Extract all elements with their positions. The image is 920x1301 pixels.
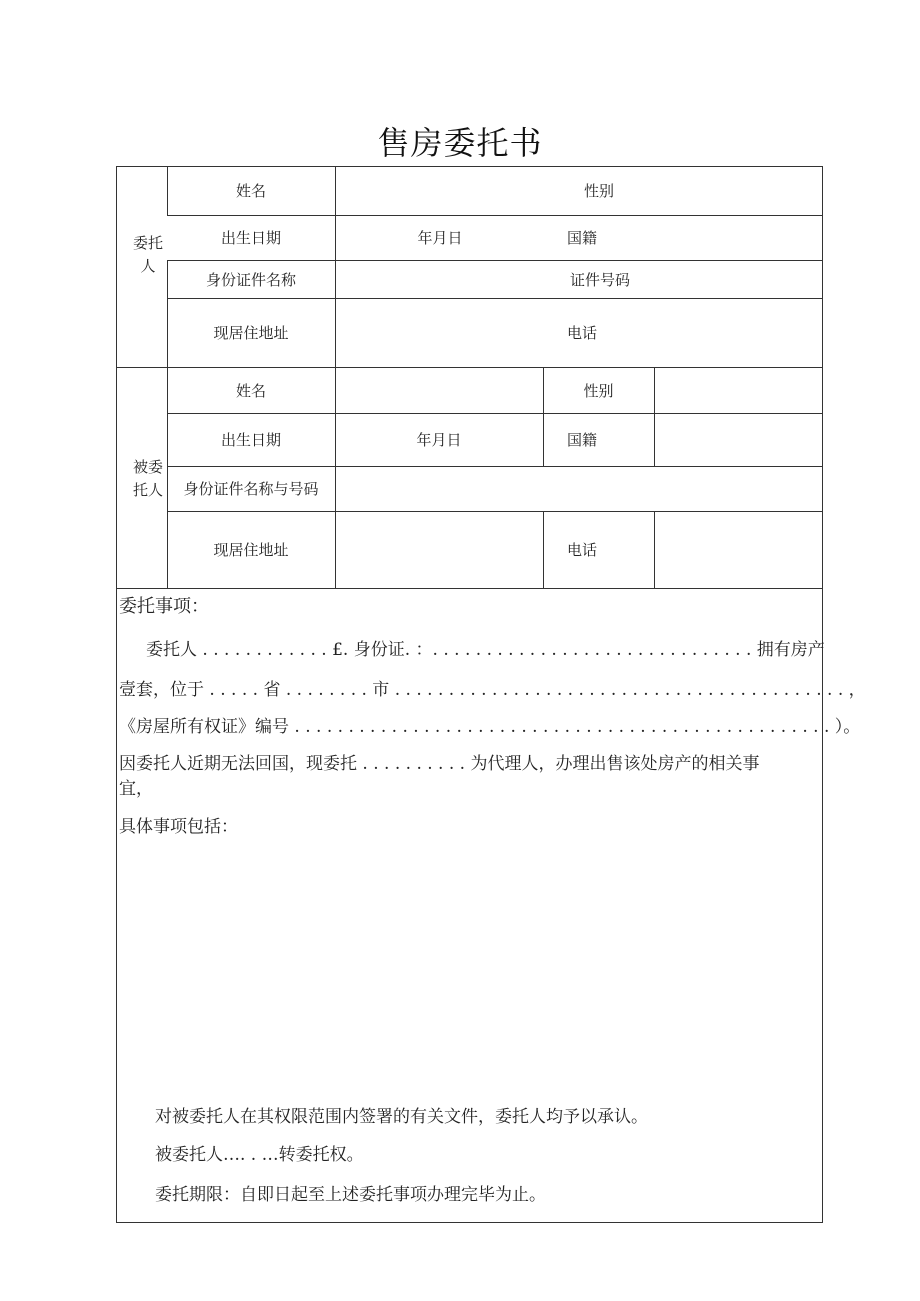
agent-dob-value: 年月日 [416,431,462,449]
matters-heading: 委托事项： [119,596,209,617]
principal-gender-label: 性别 [583,182,614,200]
principal-dob-label: 出生日期 [220,229,281,247]
principal-group-label-line2: 人 [140,257,156,275]
matters-footer-2: 被委托人…. . …转委托权。 [155,1145,364,1165]
principal-dob-value: 年月日 [417,229,463,247]
principal-group-label-line1: 委托 [132,234,163,252]
agent-phone-label: 电话 [566,541,597,559]
principal-nationality-label: 国籍 [566,229,597,247]
matters-line-4: 因委托人近期无法回国，现委托 . . . . . . . . . . 为代理人，办理出售该处房产的相关事 [119,754,760,774]
matters-line-1: 委托人 . . . . . . . . . . . . £. 身份证. ：. . . . . . . . . . . . . . . . . . . . . . . . . . . . . . 拥有房产 [146,640,825,660]
grid-line [335,166,336,588]
matters-line-6: 具体事项包括： [119,817,238,837]
matters-line-2: 壹套，位于 . . . . . 省 . . . . . . . . 市 . . . . . . . . . . . . . . . . . . . . . . . . . . . . . . . . . . . . . . . . . . ， [119,680,866,700]
principal-id-number-label: 证件号码 [569,270,630,289]
page-title: 售房委托书 [377,124,543,162]
agent-dob-label: 出生日期 [220,431,281,449]
principal-group-label [126,232,170,278]
agent-nationality-label: 国籍 [566,431,597,449]
agent-group-label-line2: 托人 [132,481,163,499]
matters-footer-1: 对被委托人在其权限范围内签署的有关文件，委托人均予以承认。 [155,1107,648,1127]
principal-id-name-label: 身份证件名称 [205,270,296,289]
agent-group-label-line1: 被委 [132,458,163,476]
agent-gender-label: 性别 [583,381,614,400]
matters-line-3: 《房屋所有权证》编号 . . . . . . . . . . . . . . . . . . . . . . . . . . . . . . . . . . . . . . . . . . . . . . . . . . ）。 [119,717,861,737]
grid-line [654,511,655,588]
grid-line [116,588,823,589]
principal-phone-label: 电话 [566,324,597,342]
agent-group-label [126,456,170,502]
matters-footer-3: 委托期限：自即日起至上述委托事项办理完毕为止。 [155,1185,546,1205]
agent-name-label: 姓名 [235,381,266,400]
grid-line [654,367,655,466]
agent-id-label: 身份证件名称与号码 [183,480,319,498]
matters-line-5: 宜， [119,779,153,799]
principal-name-label: 姓名 [235,182,266,200]
agent-address-label: 现居住地址 [213,541,289,559]
principal-address-label: 现居住地址 [213,324,289,342]
